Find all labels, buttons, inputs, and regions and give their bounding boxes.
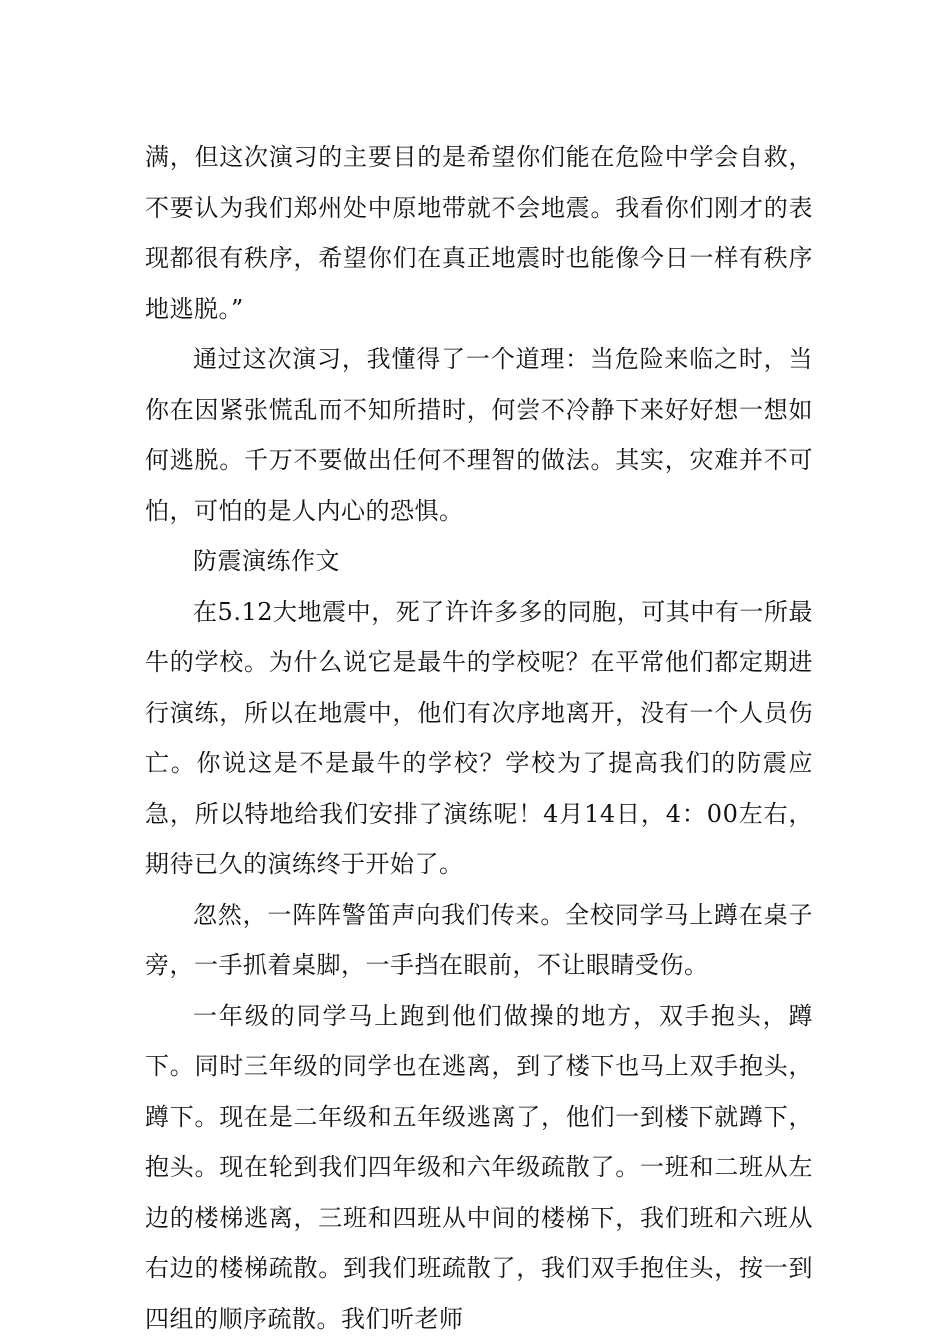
paragraph-evacuation: 一年级的同学马上跑到他们做操的地方，双手抱头，蹲下。同时三年级的同学也在逃离，到了楼下也马上双手抱头，蹲下。现在是二年级和五年级逃离了，他们一到楼下就蹲下，抱头。现在轮到我们四年级和六年级疏散了。一班和二班从左边的楼梯逃离，三班和四班从中间的楼梯下，我们班和六班从右边的楼梯疏散。到我们班疏散了，我们双手抱住头，按一到四组的顺序疏散。我们听老师: [145, 1001, 813, 1333]
paragraph-alarm: 忽然，一阵阵警笛声向我们传来。全校同学马上蹲在桌子旁，一手抓着桌脚，一手挡在眼前，不让眼睛受伤。: [145, 900, 813, 979]
paragraph-intro: 在5.12大地震中，死了许许多多的同胞，可其中有一所最牛的学校。为什么说它是最牛的学校呢？在平常他们都定期进行演练，所以在地震中，他们有次序地离开，没有一个人员伤亡。你说这是不是最牛的学校？学校为了提高我们的防震应急，所以特地给我们安排了演练呢！4月14日，4：00左右，期待已久的演练终于开始了。: [145, 597, 813, 878]
document-body: [145, 132, 813, 1344]
paragraph-continuation: 满，但这次演习的主要目的是希望你们能在危险中学会自救，不要认为我们郑州处中原地带就不会地震。我看你们刚才的表现都很有秩序，希望你们在真正地震时也能像今日一样有秩序地逃脱。”: [145, 143, 813, 323]
essay-title: 防震演练作文: [193, 547, 340, 575]
paragraph-reflection: 通过这次演习，我懂得了一个道理：当危险来临之时，当你在因紧张慌乱而不知所措时，何尝不冷静下来好好想一想如何逃脱。千万不要做出任何不理智的做法。其实，灾难并不可怕，可怕的是人内心的恐惧。: [145, 345, 813, 525]
